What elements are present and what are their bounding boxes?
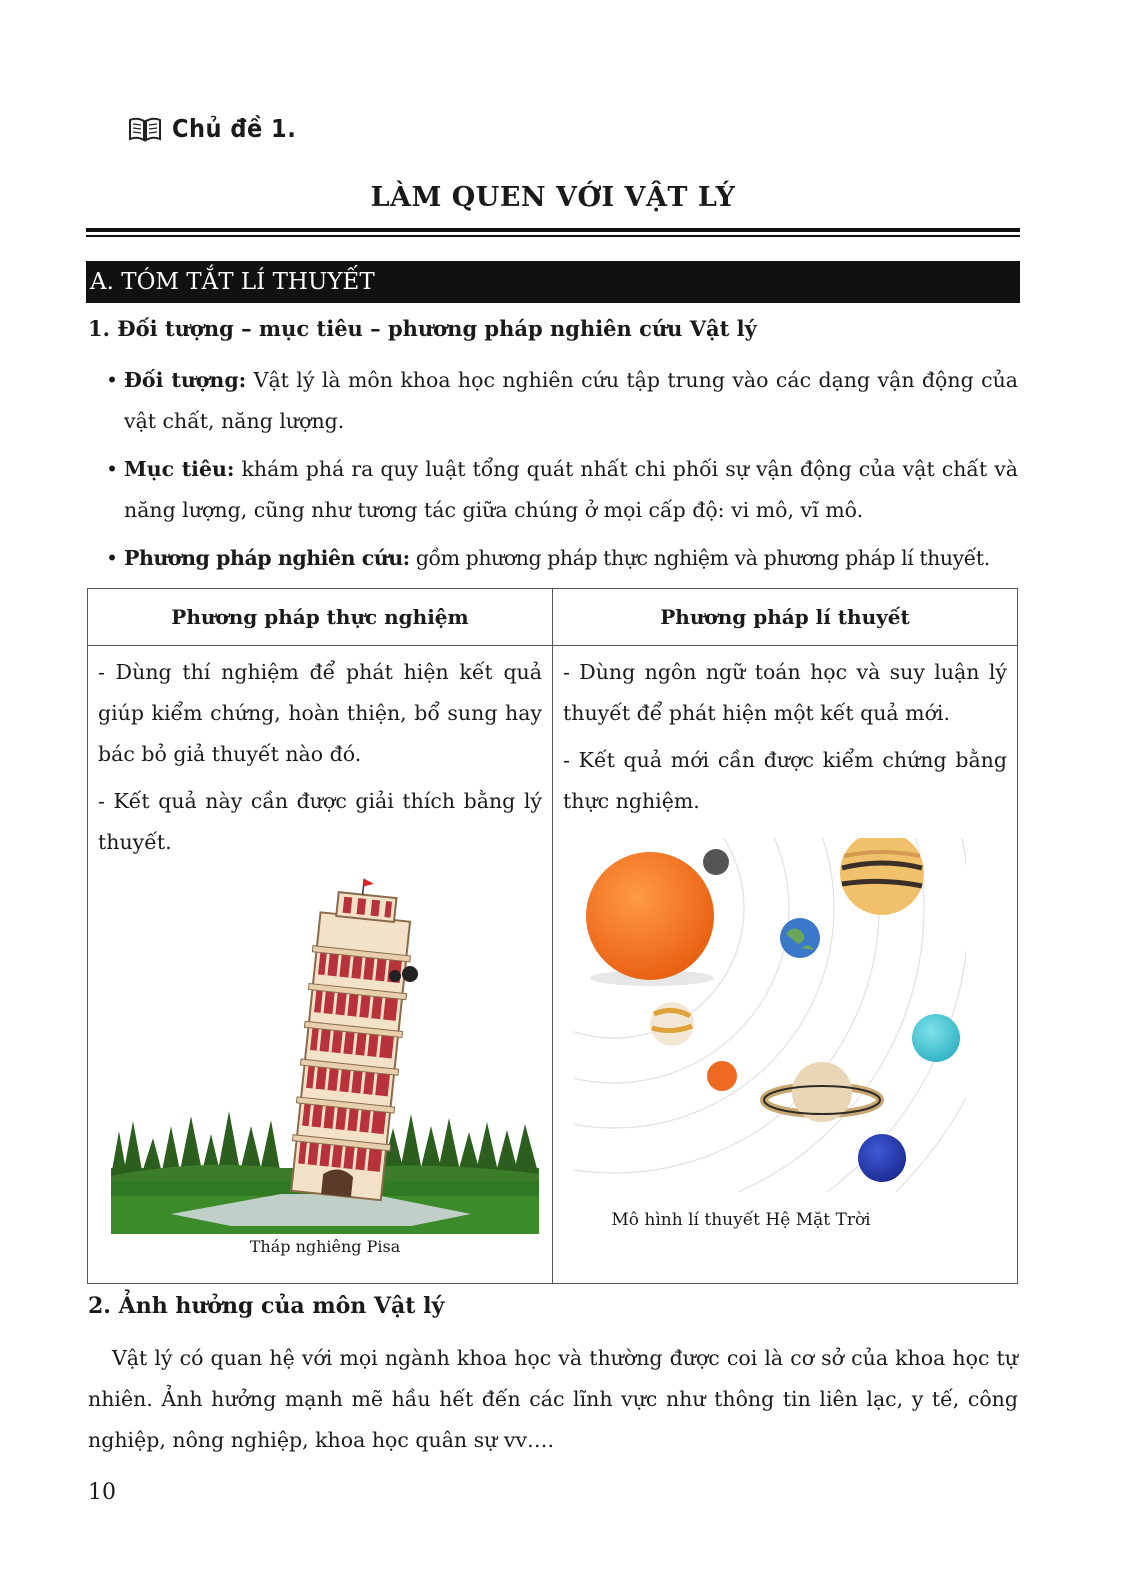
- cell-paragraph: - Kết quả mới cần được kiểm chứng bằng thực nghiệm.: [563, 748, 1007, 813]
- bullet-dot-icon: •: [106, 368, 119, 392]
- bullet-text: khám phá ra quy luật tổng quát nhất chi phối sự vận động của vật chất và năng lượng, cũng như tương tác giữa chúng ở mọi cấp độ: vi mô, vĩ mô.: [124, 457, 1018, 522]
- bullet-text: gồm phương pháp thực nghiệm và phương pháp lí thuyết.: [409, 546, 990, 570]
- bullet-label: Đối tượng:: [124, 368, 247, 392]
- bullet-text: Vật lý là môn khoa học nghiên cứu tập trung vào các dạng vận động của vật chất, năng lượng.: [124, 368, 1018, 433]
- title-rule-thick: [86, 228, 1020, 232]
- large-ball: [402, 966, 418, 982]
- title-rule-thin: [86, 235, 1020, 237]
- table-header-experimental: Phương pháp thực nghiệm: [88, 589, 553, 646]
- page-number: 10: [88, 1480, 116, 1505]
- paragraph-influence: Vật lý có quan hệ với mọi ngành khoa học và thường được coi là cơ sở của khoa học tự nhiên. Ảnh hưởng mạnh mẽ hầu hết đến các lĩnh vực như thông tin liên lạc, y tế, công nghiệp, nông nghiệp, khoa học quân sự vv….: [88, 1346, 1018, 1452]
- sun: [586, 852, 714, 980]
- bullet-item-goal: [106, 449, 1018, 531]
- bullet-item-object: [106, 360, 1018, 442]
- solar-system-illustration: [574, 838, 966, 1192]
- planet-uranus: [912, 1014, 960, 1062]
- cell-paragraph: - Dùng ngôn ngữ toán học và suy luận lý thuyết để phát hiện một kết quả mới.: [563, 660, 1007, 725]
- bullet-item-method: [106, 538, 1018, 579]
- planet-mars: [707, 1061, 737, 1091]
- bullet-label: Phương pháp nghiên cứu:: [124, 546, 410, 570]
- open-book-icon: [128, 115, 162, 143]
- solar-caption: Mô hình lí thuyết Hệ Mặt Trời: [611, 1210, 871, 1230]
- planet-jupiter: [840, 838, 924, 915]
- planet-mercury: [703, 849, 729, 875]
- topic-label: Chủ đề 1.: [172, 114, 297, 143]
- small-ball: [389, 970, 401, 982]
- bullet-dot-icon: •: [106, 546, 118, 570]
- pisa-tower-illustration: [111, 876, 539, 1234]
- heading-2: 2. Ảnh hưởng của môn Vật lý: [88, 1293, 445, 1319]
- bullet-dot-icon: •: [106, 457, 119, 481]
- bullet-label: Mục tiêu:: [124, 457, 235, 481]
- topic-header: [128, 114, 296, 143]
- pisa-caption: Tháp nghiêng Pisa: [249, 1237, 401, 1256]
- heading-1: 1. Đối tượng – mục tiêu – phương pháp nghiên cứu Vật lý: [88, 316, 757, 341]
- cell-paragraph: - Kết quả này cần được giải thích bằng lý thuyết.: [98, 789, 542, 854]
- table-header-theoretical: Phương pháp lí thuyết: [553, 589, 1018, 646]
- cell-paragraph: - Dùng thí nghiệm để phát hiện kết quả giúp kiểm chứng, hoàn thiện, bổ sung hay bác bỏ giả thuyết nào đó.: [98, 660, 542, 766]
- planet-neptune: [858, 1134, 906, 1182]
- section-a-bar: A. TÓM TẮT LÍ THUYẾT: [86, 261, 1020, 303]
- chapter-title: LÀM QUEN VỚI VẬT LÝ: [370, 182, 736, 213]
